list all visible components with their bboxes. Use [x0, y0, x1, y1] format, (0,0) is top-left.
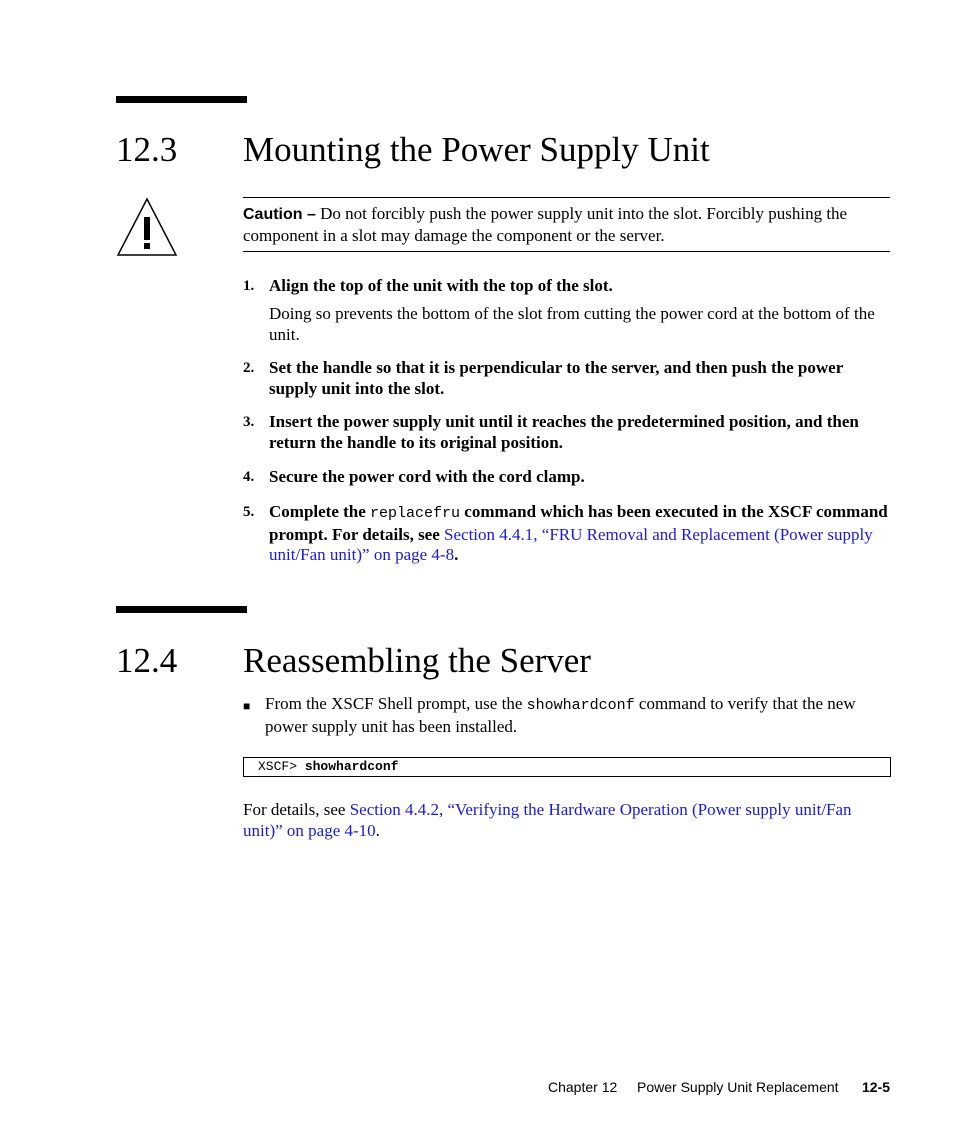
code-block — [243, 757, 891, 777]
cross-reference-link[interactable]: Section 4.4.1, “FRU Removal and Replacement (Power supply unit/Fan unit)” on page 4-8 — [269, 524, 873, 564]
command-name: showhardconf — [526, 697, 635, 714]
bullet-icon: ■ — [243, 699, 251, 713]
step-number: 4. — [243, 469, 255, 485]
step-number: 5. — [243, 504, 255, 520]
section-number: 12.4 — [116, 641, 178, 680]
section-title: Mounting the Power Supply Unit — [243, 130, 710, 169]
details-text: For details, see — [243, 800, 346, 819]
bullet-text: command to verify that the new power supply unit has been installed. — [265, 694, 856, 736]
step-text: Insert the power supply unit until it reaches the predetermined position, and then return the handle to its original position. — [269, 412, 859, 452]
footer-title: Power Supply Unit Replacement — [637, 1079, 839, 1095]
step-text: Complete the — [269, 502, 366, 521]
cross-reference-link[interactable]: Section 4.4.2, “Verifying the Hardware Operation (Power supply unit/Fan unit)” on page 4-10 — [243, 800, 852, 840]
section-bar — [116, 96, 247, 103]
step-end: . — [454, 545, 459, 564]
footer-page-number: 12-5 — [862, 1079, 891, 1095]
section-number: 12.3 — [116, 130, 178, 169]
step-text: Set the handle so that it is perpendicular to the server, and then push the power supply unit into the slot. — [269, 358, 843, 398]
step-number: 2. — [243, 360, 255, 376]
caution-label: Caution – — [243, 206, 316, 223]
step-2 — [243, 358, 893, 399]
bullet-item — [243, 693, 891, 737]
step-text: Align the top of the unit with the top of the slot. — [269, 276, 613, 295]
caution-top-rule — [243, 197, 890, 198]
caution-note — [243, 203, 891, 246]
step-number: 1. — [243, 278, 255, 294]
caution-bottom-rule — [243, 251, 890, 252]
code-command: showhardconf — [304, 759, 399, 774]
step-text: command which has been executed in the XSCF command prompt. For details, see — [269, 502, 888, 544]
step-3 — [243, 412, 893, 453]
code-prompt: XSCF> — [258, 759, 298, 774]
details-paragraph — [243, 799, 891, 841]
section-bar — [116, 606, 247, 613]
caution-icon — [116, 197, 178, 257]
details-end: . — [375, 821, 380, 840]
step-4 — [243, 467, 893, 488]
caution-text: Do not forcibly push the power supply unit into the slot. Forcibly pushing the component in a slot may damage the component or the server. — [243, 204, 848, 245]
step-1 — [243, 276, 893, 297]
bullet-text: From the XSCF Shell prompt, use the — [265, 694, 523, 713]
footer-chapter: Chapter 12 — [548, 1079, 618, 1095]
section-title: Reassembling the Server — [243, 641, 591, 680]
step-1-detail: Doing so prevents the bottom of the slot from cutting the power cord at the bottom of the unit. — [269, 304, 875, 344]
command-name: replacefru — [370, 505, 461, 522]
step-5 — [243, 502, 893, 566]
step-text: Secure the power cord with the cord clamp. — [269, 467, 585, 486]
step-number: 3. — [243, 414, 255, 430]
